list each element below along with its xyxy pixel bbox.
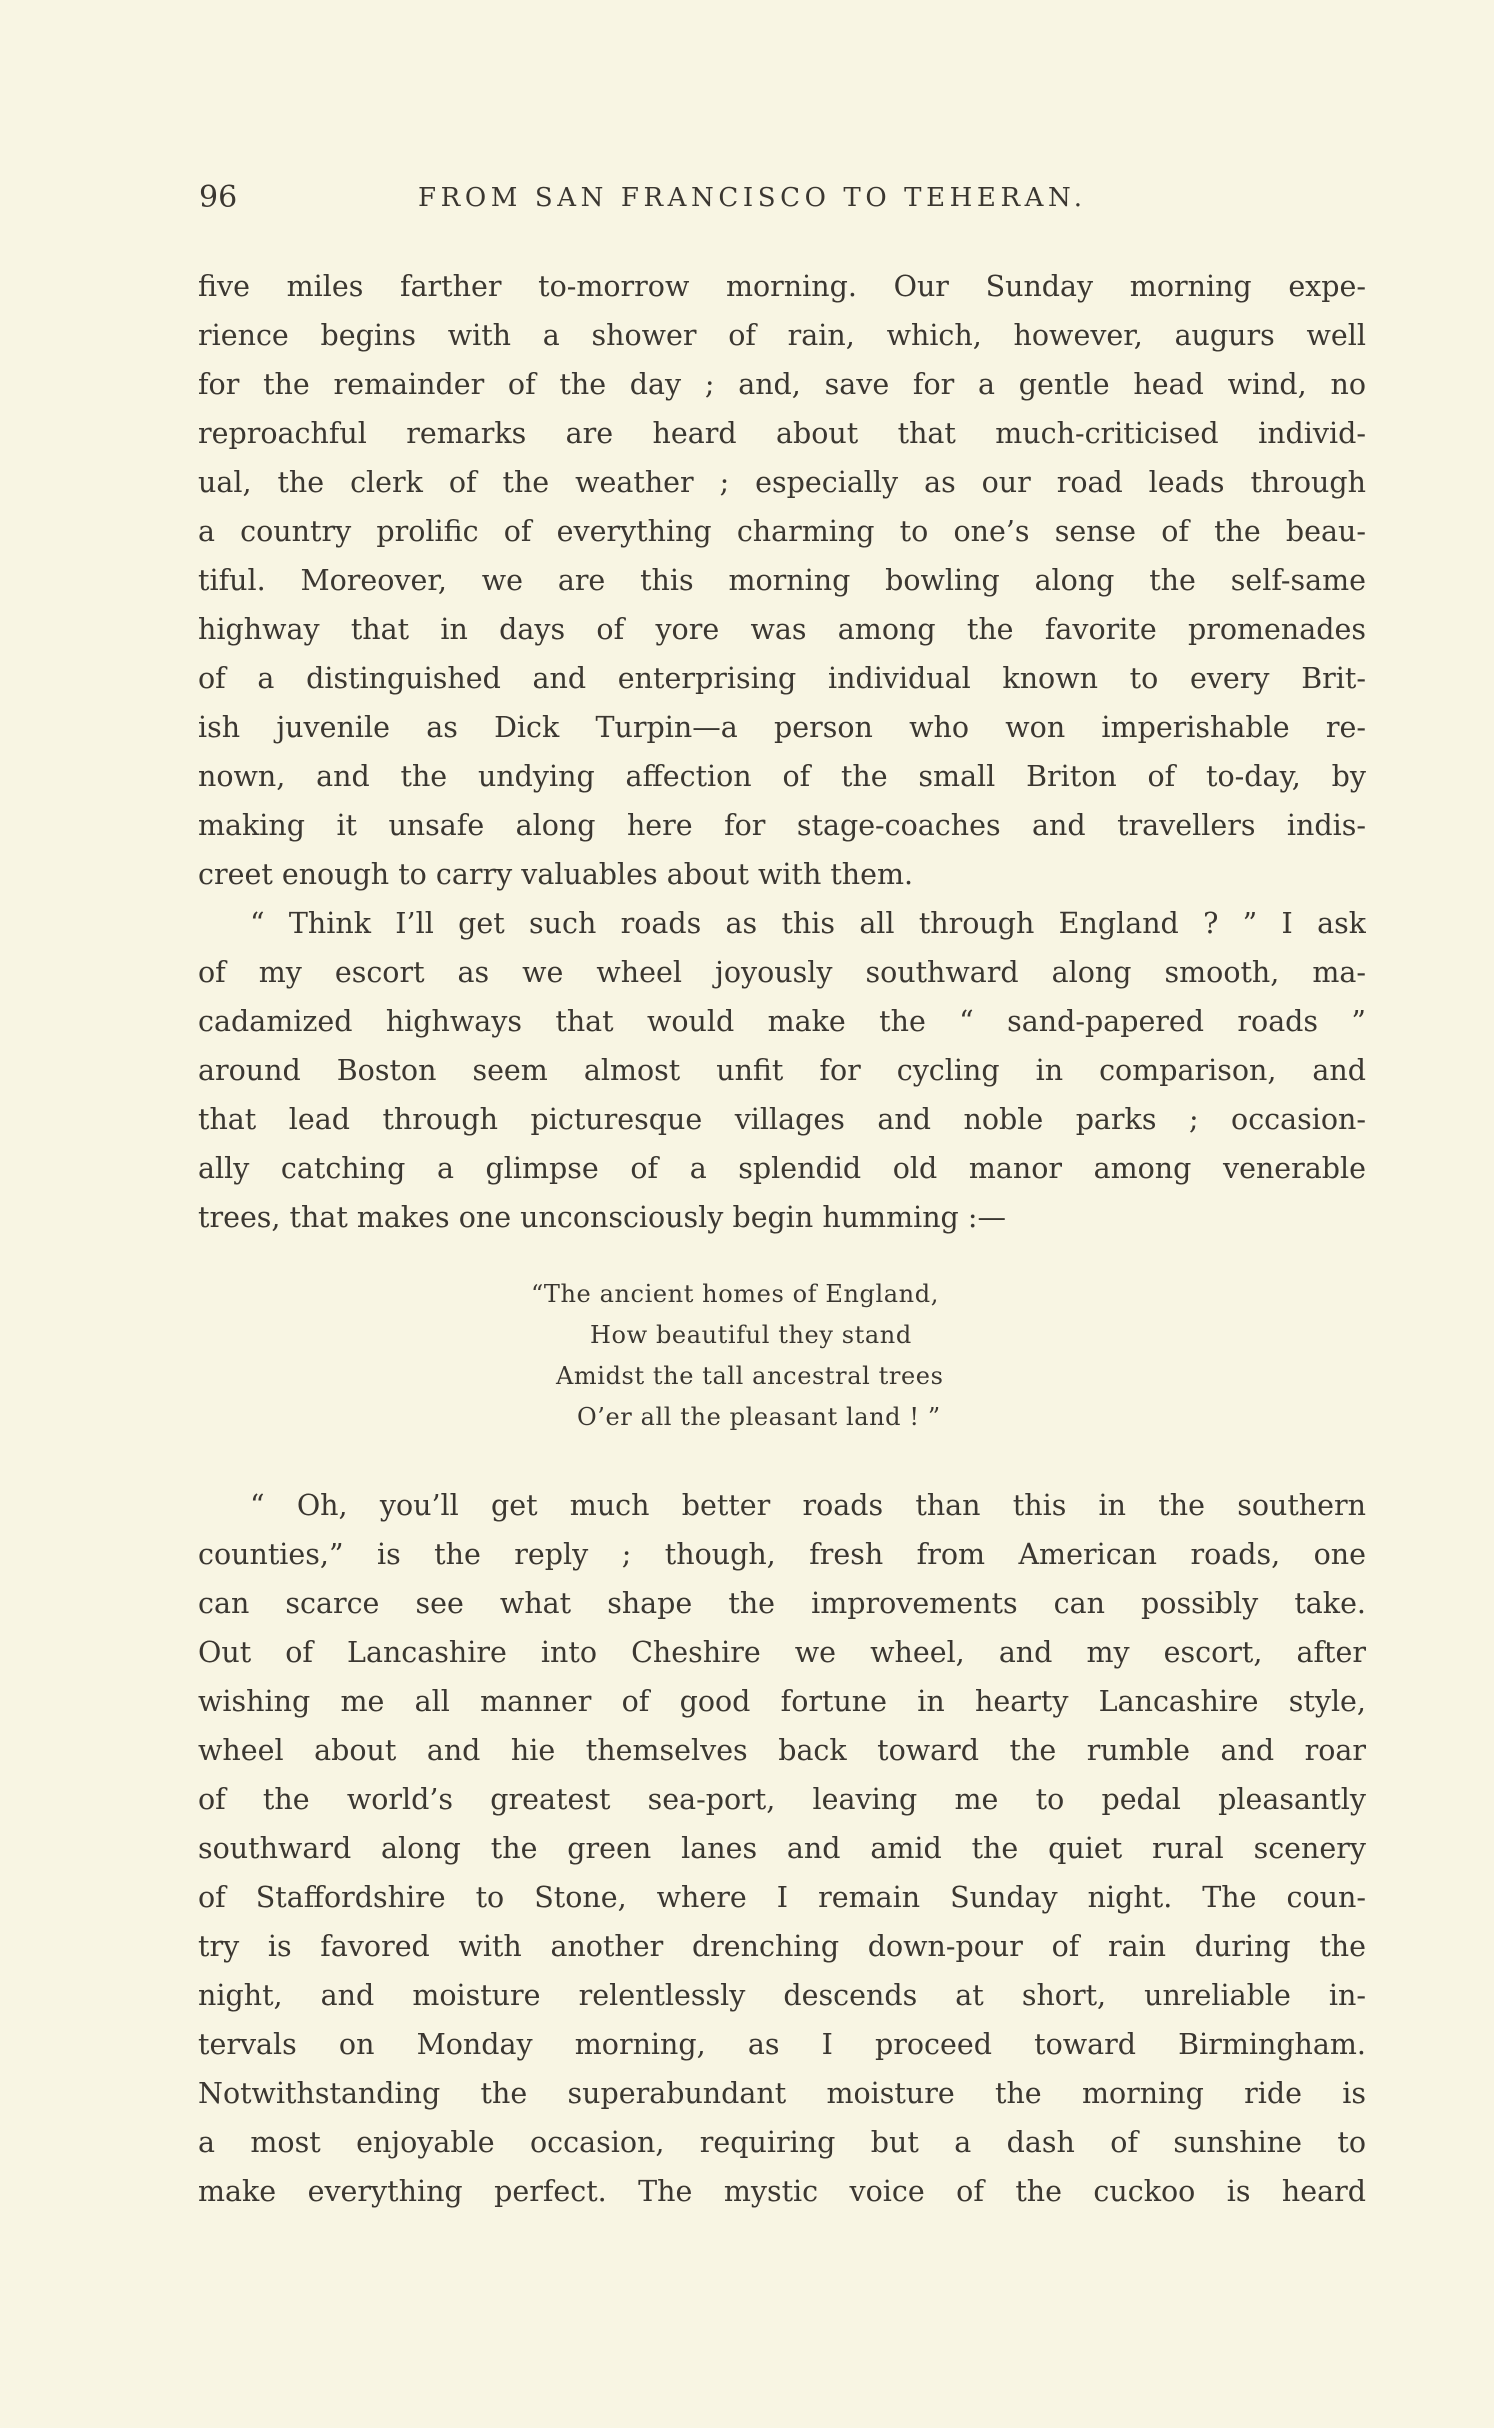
- text-line: ish juvenile as Dick Turpin—a person who won imperishable re-: [198, 711, 1366, 744]
- text-line: make everything perfect. The mystic voice of the cuckoo is heard: [198, 2175, 1366, 2208]
- text-line: ally catching a glimpse of a splendid old manor among venerable: [198, 1152, 1366, 1185]
- text-line: trees, that makes one unconsciously begin humming :—: [198, 1201, 1006, 1234]
- text-line: making it unsafe along here for stage-coaches and travellers indis-: [198, 809, 1366, 842]
- text-line: night, and moisture relentlessly descends at short, unreliable in-: [198, 1979, 1366, 2012]
- paragraph-1: [198, 262, 1366, 899]
- poem-line: Amidst the tall ancestral trees: [556, 1362, 944, 1390]
- text-line: reproachful remarks are heard about that much-criticised individ-: [198, 417, 1366, 450]
- text-line: of my escort as we wheel joyously southward along smooth, ma-: [198, 956, 1366, 989]
- text-line: a most enjoyable occasion, requiring but a dash of sunshine to: [198, 2126, 1366, 2159]
- text-line: “ Oh, you’ll get much better roads than this in the southern: [250, 1489, 1366, 1522]
- text-line: highway that in days of yore was among the favorite promenades: [198, 613, 1366, 646]
- text-line: ual, the clerk of the weather ; especially as our road leads through: [198, 466, 1366, 499]
- paragraph-3: [198, 1481, 1366, 2216]
- text-line: cadamized highways that would make the “ sand-papered roads ”: [198, 1005, 1366, 1038]
- text-line: Notwithstanding the superabundant moisture the morning ride is: [198, 2077, 1366, 2110]
- poem-line: “The ancient homes of England,: [531, 1280, 939, 1308]
- text-line: five miles farther to-morrow morning. Our Sunday morning expe-: [198, 270, 1366, 303]
- poem-line: How beautiful they stand: [590, 1321, 912, 1349]
- text-line: “ Think I’ll get such roads as this all through England ? ” I ask: [250, 907, 1366, 940]
- text-line: of the world’s greatest sea-port, leaving me to pedal pleasantly: [198, 1783, 1366, 1816]
- text-line: tiful. Moreover, we are this morning bowling along the self-same: [198, 564, 1366, 597]
- text-line: a country prolific of everything charming to one’s sense of the beau-: [198, 515, 1366, 548]
- poem-line: O’er all the pleasant land ! ”: [577, 1403, 941, 1431]
- text-line: wishing me all manner of good fortune in hearty Lancashire style,: [198, 1685, 1366, 1718]
- text-line: try is favored with another drenching down-pour of rain during the: [198, 1930, 1366, 1963]
- text-line: counties,” is the reply ; though, fresh from American roads, one: [198, 1538, 1366, 1571]
- text-line: wheel about and hie themselves back toward the rumble and roar: [198, 1734, 1366, 1767]
- text-line: of Staffordshire to Stone, where I remain Sunday night. The coun-: [198, 1881, 1366, 1914]
- text-line: nown, and the undying affection of the small Briton of to-day, by: [198, 760, 1366, 793]
- text-line: tervals on Monday morning, as I proceed toward Birmingham.: [198, 2028, 1366, 2061]
- text-line: for the remainder of the day ; and, save for a gentle head wind, no: [198, 368, 1366, 401]
- text-line: that lead through picturesque villages and noble parks ; occasion-: [198, 1103, 1366, 1136]
- running-title: FROM SAN FRANCISCO TO TEHERAN.: [418, 183, 1087, 213]
- text-line: of a distinguished and enterprising individual known to every Brit-: [198, 662, 1366, 695]
- page-number: 96: [199, 180, 238, 215]
- text-line: creet enough to carry valuables about with them.: [198, 858, 914, 891]
- text-line: Out of Lancashire into Cheshire we wheel, and my escort, after: [198, 1636, 1366, 1669]
- text-line: can scarce see what shape the improvements can possibly take.: [198, 1587, 1366, 1620]
- text-line: southward along the green lanes and amid the quiet rural scenery: [198, 1832, 1366, 1865]
- text-line: rience begins with a shower of rain, which, however, augurs well: [198, 319, 1366, 352]
- text-line: around Boston seem almost unfit for cycling in comparison, and: [198, 1054, 1366, 1087]
- paragraph-2: [198, 899, 1366, 1242]
